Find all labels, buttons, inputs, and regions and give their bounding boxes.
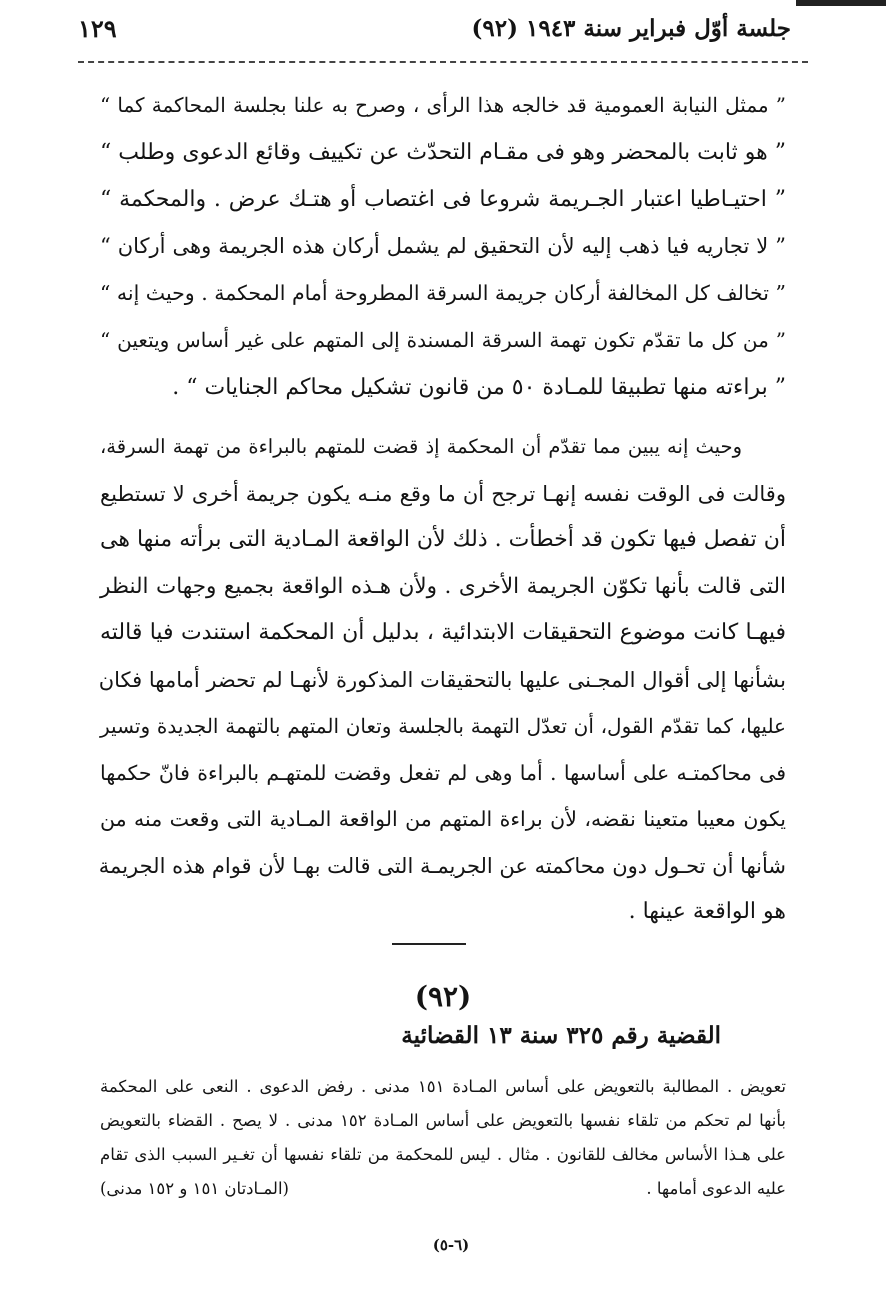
- body-line: أن تفصل فيها تكون قد أخطأت . ذلك لأن الواقعة المـادية التى برأته منها هى: [100, 527, 786, 552]
- summary-line: بأنها لم تحكم من تلقاء نفسها بالتعويض على أساس المـادة ١٥٢ مدنى . لا يصح . القضاء بالتعويض: [100, 1111, 786, 1130]
- body-line: يكون معيبا متعينا نقضه، لأن براءة المتهم من الواقعة المـادية التى وقعت منه من: [100, 807, 786, 831]
- page-header: [78, 8, 791, 48]
- summary-line: تعويض . المطالبة بالتعويض على أساس المـادة ١٥١ مدنى . رفض الدعوى . النعى على المحكمة: [100, 1077, 786, 1096]
- corner-mark: [796, 0, 886, 6]
- case-number: (٩٢): [414, 980, 472, 1013]
- body-line: وقالت فى الوقت نفسه إنهـا ترجح أن ما وقع منـه يكون جريمة أخرى لا تستطيع: [100, 481, 786, 506]
- quoted-judgment: [100, 82, 786, 411]
- body-line: شأنها أن تحـول دون محاكمته عن الجريمـة التى قالت بهـا لأن قوام هذه الجريمة: [98, 853, 786, 878]
- body-line: وحيث إنه يبين مما تقدّم أن المحكمة إذ قضت للمتهم بالبراءة من تهمة السرقة،: [100, 435, 742, 458]
- summary-line: على هـذا الأساس مخالف للقانون . مثال . ليس للمحكمة من تلقاء نفسها أن تغـير السبب الذى تقام: [100, 1145, 786, 1164]
- quote-line: ” لا تجاريه فيا ذهب إليه لأن التحقيق لم يشمل أركان هذه الجريمة وهى أركان “: [100, 234, 786, 258]
- court-reasoning: [100, 424, 786, 936]
- summary-last-line: [100, 1172, 786, 1206]
- body-line: فيهـا كانت موضوع التحقيقات الابتدائية ، بدليل أن المحكمة استندت فيا قالته: [100, 620, 786, 645]
- page-number: ١٢٩: [78, 13, 117, 43]
- quote-line: ” هو ثابت بالمحضر وهو فى مقـام التحدّث عن تكييف وقائع الدعوى وطلب “: [100, 140, 786, 165]
- signature-mark: (٦-٥): [432, 1236, 470, 1254]
- quote-line: ” ممثل النيابة العمومية قد خالجه هذا الرأى ، وصرح به علنا بجلسة المحاكمة كما “: [100, 93, 786, 117]
- case-summary: [100, 1070, 786, 1206]
- body-line: بشأنها إلى أقوال المجـنى عليها بالتحقيقات المذكورة لأنهـا لم تحضر أمامها فكان: [98, 667, 786, 692]
- quote-line: ” براءته منها تطبيقا للمـادة ٥٠ من قانون تشكيل محاكم الجنايات “ .: [172, 375, 786, 400]
- body-line: هو الواقعة عينها .: [628, 899, 786, 924]
- summary-line-end: عليه الدعوى أمامها .: [646, 1179, 786, 1198]
- body-line: عليها، كما تقدّم القول، أن تعدّل التهمة بالجلسة وتعان المتهم بالتهمة الجديدة وتسير: [100, 714, 786, 738]
- statute-reference: (المـادتان ١٥١ و ١٥٢ مدنى): [100, 1179, 289, 1198]
- quote-line: ” من كل ما تقدّم تكون تهمة السرقة المسندة إلى المتهم على غير أساس ويتعين “: [100, 328, 786, 352]
- case-title: القضية رقم ٣٢٥ سنة ١٣ القضائية: [401, 1022, 721, 1049]
- quote-line: ” احتيـاطيا اعتبار الجـريمة شروعا فى اغتصاب أو هتـك عرض . والمحكمة “: [100, 187, 786, 212]
- quote-line: ” تخالف كل المخالفة أركان جريمة السرقة المطروحة أمام المحكمة . وحيث إنه “: [99, 281, 786, 305]
- body-line: التى قالت بأنها تكوّن الجريمة الأخرى . ولأن هـذه الواقعة بجميع وجهات النظر: [100, 573, 786, 599]
- body-line: فى محاكمتـه على أساسها . أما وهى لم تفعل وقضت للمتهـم بالبراءة فانّ حكمها: [100, 760, 786, 785]
- header-divider: [78, 61, 808, 63]
- section-divider: [392, 943, 466, 945]
- running-title: جلسة أوّل فبراير سنة ١٩٤٣ (٩٢): [471, 14, 791, 42]
